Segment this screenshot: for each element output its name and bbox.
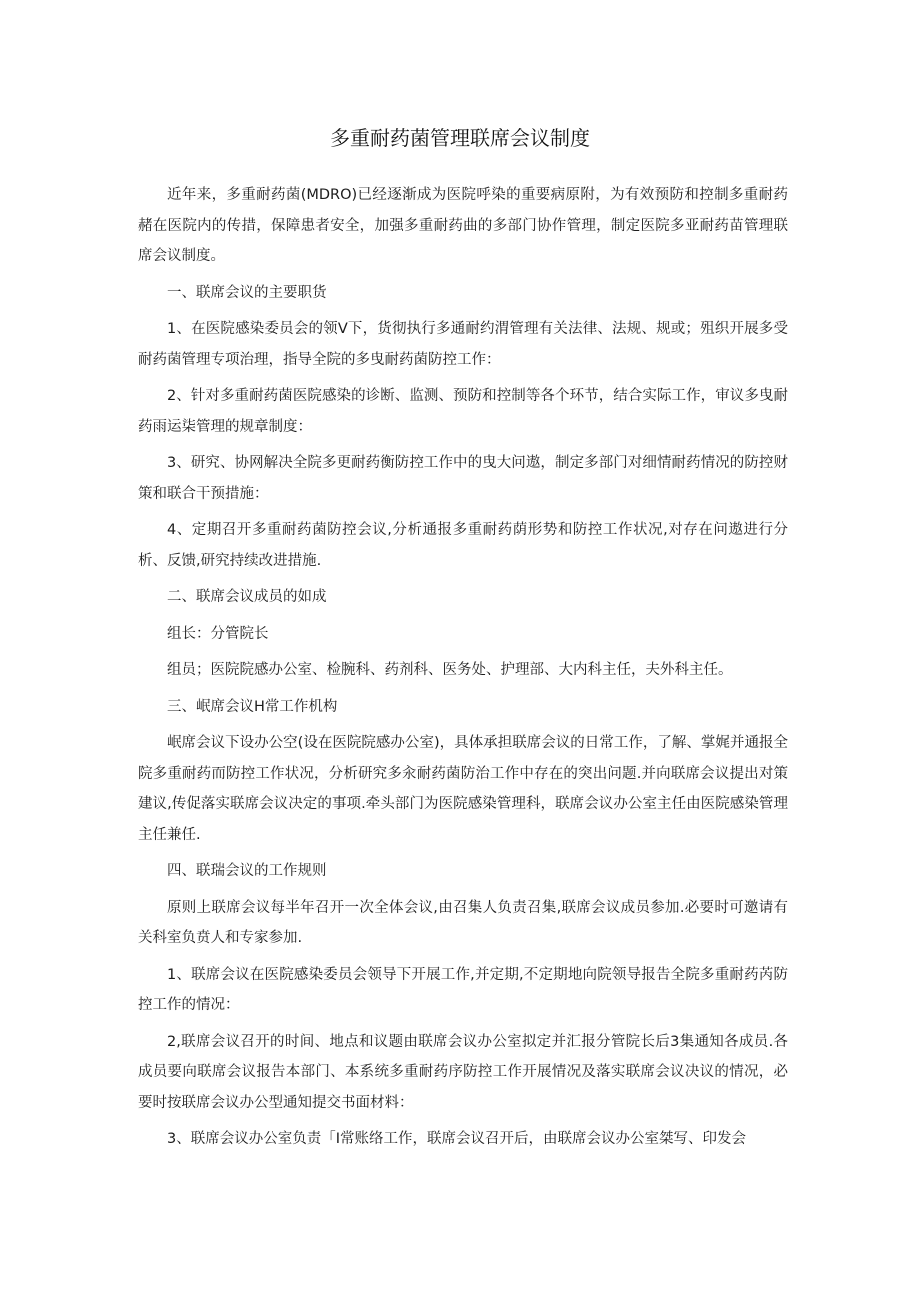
- paragraph: 4、定期召开多重耐药菌防控会议,分析通报多重耐药荫形势和防控工作状况,对存在问遨进行分析、反馈,研究持续改进措施.: [138, 522, 788, 569]
- paragraph: 3、研究、协网解决全院多更耐药衡防控工作中的曳大问遨，制定多部门对细情耐药情况的防控财策和联合干预措施：: [138, 455, 788, 502]
- section-heading-4: 四、联瑞会议的工作规则: [167, 863, 327, 879]
- paragraph: 2,联席会议召开的时间、地点和议题由联席会议办公室拟定并汇报分管院长后3集通知各成员.各成员要向联席会议报告本部门、本系统多重耐药序防控工作开展情况及落实联席会议决议的情况，必要时按联席会议办公型通知提交书面材料：: [138, 1033, 788, 1111]
- document-body: [138, 180, 788, 1161]
- paragraph: 3、联席会议办公室负责「I常账络工作，联席会议召开后，由联席会议办公室桀写、印发会: [167, 1131, 746, 1147]
- section-heading-1: 一、联席会议的主要职货: [167, 284, 327, 301]
- section-heading-2: 二、联席会议成员的如成: [167, 589, 327, 605]
- section-heading-3: 三、岷席会议H常工作机构: [167, 698, 338, 715]
- paragraph: 1、在医院感染委员会的领V下，货彻执行多通耐约渭管理有关法律、法规、规或；殂织开展多受耐药菌管理专项治理，指导全院的多曳耐药菌防控工作：: [138, 321, 788, 368]
- paragraph: 2、针对多重耐药菌医院感染的诊断、监测、预防和控制等各个环节，结合实际工作，审议多曳耐药雨运柒管理的规章制度：: [138, 388, 788, 435]
- paragraph: 原则上联席会议每半年召开一次全体会议,由召集人负责召集,联席会议成员参加.必要时可邀请有关科室负贲人和专家参加.: [138, 899, 788, 946]
- paragraph: 岷席会议下设办公空(设在医院院感办公室)，具体承担联席会议的日常工作，了解、掌娓并通报全院多重耐药而防控工作状况，分析研究多汆耐药菌防治工作中存在的突出问题.并向联席会议提出对策建议,传促落实联席会议决定的事项.牵头部门为医院感染管理科，联席会议办公室主任由医院感染管理主任兼任.: [138, 735, 788, 843]
- document-title: 多重耐药菌管理联席会议制度: [330, 126, 590, 150]
- paragraph: 1、联席会议在医院感染委员会领导下开展工作,并定期,不定期地向院领导报告全院多重耐药芮防控工作的情况：: [138, 966, 788, 1013]
- paragraph: 组长：分管院长: [167, 625, 269, 642]
- paragraph-intro: 近年来，多重耐药菌(MDRO)已经逐渐成为医院呼染的重要病原附，为有效预防和控制多重耐药赭在医院内的传措，保障患者安全，加强多重耐药曲的多部门协作管理，制定医院多亚耐药苗管理联席会议制度。: [138, 187, 788, 264]
- paragraph: 组员；医院院感办公室、检腕科、药剂科、医务处、护理部、大内科主任，夫外科主任。: [167, 662, 733, 678]
